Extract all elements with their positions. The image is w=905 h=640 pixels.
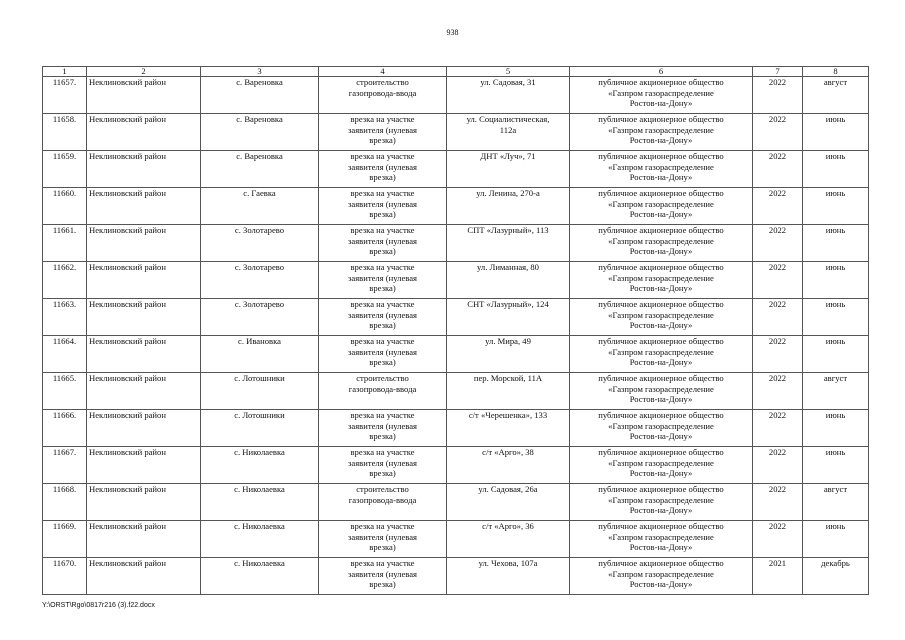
- address-cell-line: 112а: [499, 124, 517, 135]
- work-type-cell: [319, 558, 447, 595]
- organization-cell: [570, 151, 753, 188]
- month-cell: июнь: [803, 299, 869, 336]
- work-type-cell-line: врезка): [369, 135, 396, 146]
- work-type-cell: [319, 151, 447, 188]
- table-row: [43, 484, 869, 521]
- address-cell-line: ул. Мира, 49: [485, 336, 531, 346]
- organization-cell-line: «Газпром газораспределение: [608, 198, 714, 209]
- year-cell: 2022: [753, 447, 803, 484]
- file-path-footer: Y:\ORST\Rgo\0817r216 (3).f22.docx: [42, 602, 155, 609]
- work-type-cell-line: врезка): [369, 357, 396, 368]
- month-cell: август: [803, 373, 869, 410]
- organization-cell-line: Ростов-на-Дону»: [629, 98, 693, 109]
- year-cell: 2022: [753, 188, 803, 225]
- work-type-cell-line: заявителя (нулевая: [348, 457, 417, 468]
- organization-cell-line: «Газпром газораспределение: [608, 383, 714, 394]
- organization-cell: [570, 114, 753, 151]
- address-cell-line: ул. Ленина, 270-а: [476, 188, 540, 198]
- month-cell: июнь: [803, 188, 869, 225]
- organization-cell: [570, 299, 753, 336]
- organization-cell-line: публичное акционерное общество: [598, 77, 724, 87]
- settlement-cell: с. Золотарево: [201, 262, 319, 299]
- address-cell: [447, 77, 570, 114]
- organization-cell-line: Ростов-на-Дону»: [629, 246, 693, 257]
- work-type-cell: [319, 373, 447, 410]
- organization-cell: [570, 410, 753, 447]
- address-cell-line: с/т «Арго», 36: [482, 521, 534, 531]
- column-number-row: [43, 67, 869, 77]
- year-cell: 2022: [753, 299, 803, 336]
- work-type-cell: [319, 114, 447, 151]
- row-number: 11667.: [43, 447, 87, 484]
- work-type-cell-line: заявителя (нулевая: [348, 420, 417, 431]
- work-type-cell-line: врезка): [369, 283, 396, 294]
- address-cell: [447, 521, 570, 558]
- work-type-cell: [319, 484, 447, 521]
- settlement-cell: с. Вареновка: [201, 151, 319, 188]
- work-type-cell-line: заявителя (нулевая: [348, 346, 417, 357]
- work-type-cell-line: врезка на участке: [350, 151, 415, 161]
- address-cell: [447, 262, 570, 299]
- work-type-cell-line: заявителя (нулевая: [348, 568, 417, 579]
- address-cell: [447, 114, 570, 151]
- row-number: 11670.: [43, 558, 87, 595]
- organization-cell-line: публичное акционерное общество: [598, 188, 724, 198]
- work-type-cell: [319, 77, 447, 114]
- month-cell: июнь: [803, 151, 869, 188]
- organization-cell-line: публичное акционерное общество: [598, 521, 724, 531]
- organization-cell-line: публичное акционерное общество: [598, 299, 724, 309]
- work-type-cell-line: заявителя (нулевая: [348, 235, 417, 246]
- table-row: [43, 521, 869, 558]
- table-row: [43, 299, 869, 336]
- work-type-cell: [319, 262, 447, 299]
- row-number: 11662.: [43, 262, 87, 299]
- month-cell: июнь: [803, 225, 869, 262]
- year-cell: 2022: [753, 521, 803, 558]
- organization-cell-line: Ростов-на-Дону»: [629, 172, 693, 183]
- year-cell: 2021: [753, 558, 803, 595]
- month-cell: июнь: [803, 410, 869, 447]
- organization-cell-line: публичное акционерное общество: [598, 410, 724, 420]
- organization-cell-line: «Газпром газораспределение: [608, 87, 714, 98]
- organization-cell: [570, 262, 753, 299]
- table-row: [43, 114, 869, 151]
- settlement-cell: с. Лотошники: [201, 410, 319, 447]
- settlement-cell: с. Вареновка: [201, 114, 319, 151]
- organization-cell-line: Ростов-на-Дону»: [629, 135, 693, 146]
- settlement-cell: с. Золотарево: [201, 225, 319, 262]
- district-cell: Неклиновский район: [87, 188, 201, 225]
- organization-cell: [570, 447, 753, 484]
- address-cell-line: СНТ «Лазурный», 124: [467, 299, 549, 309]
- organization-cell-line: «Газпром газораспределение: [608, 272, 714, 283]
- work-type-cell-line: заявителя (нулевая: [348, 309, 417, 320]
- address-cell: [447, 373, 570, 410]
- work-type-cell-line: врезка на участке: [350, 558, 415, 568]
- organization-cell-line: «Газпром газораспределение: [608, 309, 714, 320]
- district-cell: Неклиновский район: [87, 410, 201, 447]
- row-number: 11663.: [43, 299, 87, 336]
- address-cell: [447, 336, 570, 373]
- organization-cell: [570, 188, 753, 225]
- organization-cell: [570, 521, 753, 558]
- organization-cell-line: «Газпром газораспределение: [608, 494, 714, 505]
- district-cell: Неклиновский район: [87, 225, 201, 262]
- row-number: 11665.: [43, 373, 87, 410]
- table-row: [43, 77, 869, 114]
- address-cell: [447, 447, 570, 484]
- address-cell-line: ул. Лиманная, 80: [477, 262, 539, 272]
- organization-cell-line: Ростов-на-Дону»: [629, 209, 693, 220]
- table-row: [43, 373, 869, 410]
- work-type-cell-line: заявителя (нулевая: [348, 161, 417, 172]
- address-cell-line: с/т «Арго», 38: [482, 447, 534, 457]
- organization-cell-line: публичное акционерное общество: [598, 558, 724, 568]
- settlement-cell: с. Гаевка: [201, 188, 319, 225]
- work-type-cell-line: врезка): [369, 172, 396, 183]
- work-type-cell-line: газопровода-ввода: [348, 494, 417, 505]
- month-cell: июнь: [803, 336, 869, 373]
- column-header-2: 2: [87, 67, 201, 77]
- district-cell: Неклиновский район: [87, 336, 201, 373]
- organization-cell-line: «Газпром газораспределение: [608, 420, 714, 431]
- organization-cell-line: Ростов-на-Дону»: [629, 320, 693, 331]
- organization-cell-line: «Газпром газораспределение: [608, 531, 714, 542]
- year-cell: 2022: [753, 262, 803, 299]
- district-cell: Неклиновский район: [87, 521, 201, 558]
- organization-cell: [570, 77, 753, 114]
- work-type-cell-line: строительство: [356, 484, 409, 494]
- work-type-cell-line: врезка на участке: [350, 336, 415, 346]
- district-cell: Неклиновский район: [87, 558, 201, 595]
- work-type-cell-line: врезка): [369, 431, 396, 442]
- row-number: 11657.: [43, 77, 87, 114]
- settlement-cell: с. Ивановка: [201, 336, 319, 373]
- organization-cell-line: «Газпром газораспределение: [608, 124, 714, 135]
- table-row: [43, 336, 869, 373]
- work-type-cell-line: врезка на участке: [350, 410, 415, 420]
- work-type-cell-line: заявителя (нулевая: [348, 124, 417, 135]
- organization-cell-line: Ростов-на-Дону»: [629, 394, 693, 405]
- work-type-cell: [319, 299, 447, 336]
- organization-cell: [570, 558, 753, 595]
- organization-cell-line: публичное акционерное общество: [598, 151, 724, 161]
- month-cell: июнь: [803, 262, 869, 299]
- district-cell: Неклиновский район: [87, 484, 201, 521]
- work-type-cell: [319, 336, 447, 373]
- settlement-cell: с. Вареновка: [201, 77, 319, 114]
- row-number: 11659.: [43, 151, 87, 188]
- register-rows: [43, 77, 869, 595]
- organization-cell-line: Ростов-на-Дону»: [629, 579, 693, 590]
- address-cell: [447, 410, 570, 447]
- table-row: [43, 188, 869, 225]
- organization-cell: [570, 225, 753, 262]
- work-type-cell-line: врезка): [369, 542, 396, 553]
- year-cell: 2022: [753, 151, 803, 188]
- month-cell: июнь: [803, 114, 869, 151]
- work-type-cell-line: врезка): [369, 320, 396, 331]
- work-type-cell-line: строительство: [356, 77, 409, 87]
- work-type-cell-line: заявителя (нулевая: [348, 198, 417, 209]
- settlement-cell: с. Николаевка: [201, 521, 319, 558]
- register-table: [42, 66, 869, 595]
- organization-cell-line: Ростов-на-Дону»: [629, 468, 693, 479]
- work-type-cell-line: строительство: [356, 373, 409, 383]
- column-header-4: 4: [319, 67, 447, 77]
- organization-cell-line: публичное акционерное общество: [598, 114, 724, 124]
- organization-cell-line: публичное акционерное общество: [598, 225, 724, 235]
- address-cell: [447, 484, 570, 521]
- address-cell: [447, 188, 570, 225]
- table-row: [43, 225, 869, 262]
- column-header-6: 6: [570, 67, 753, 77]
- settlement-cell: с. Николаевка: [201, 558, 319, 595]
- organization-cell-line: Ростов-на-Дону»: [629, 357, 693, 368]
- table-row: [43, 151, 869, 188]
- row-number: 11668.: [43, 484, 87, 521]
- district-cell: Неклиновский район: [87, 373, 201, 410]
- organization-cell-line: Ростов-на-Дону»: [629, 542, 693, 553]
- district-cell: Неклиновский район: [87, 262, 201, 299]
- organization-cell-line: «Газпром газораспределение: [608, 457, 714, 468]
- year-cell: 2022: [753, 77, 803, 114]
- column-header-7: 7: [753, 67, 803, 77]
- work-type-cell-line: врезка на участке: [350, 299, 415, 309]
- organization-cell-line: Ростов-на-Дону»: [629, 283, 693, 294]
- address-cell: [447, 558, 570, 595]
- organization-cell-line: публичное акционерное общество: [598, 336, 724, 346]
- organization-cell: [570, 484, 753, 521]
- row-number: 11660.: [43, 188, 87, 225]
- organization-cell-line: «Газпром газораспределение: [608, 346, 714, 357]
- organization-cell-line: публичное акционерное общество: [598, 447, 724, 457]
- row-number: 11669.: [43, 521, 87, 558]
- address-cell-line: СПТ «Лазурный», 113: [467, 225, 549, 235]
- table-row: [43, 410, 869, 447]
- settlement-cell: с. Николаевка: [201, 484, 319, 521]
- work-type-cell-line: заявителя (нулевая: [348, 531, 417, 542]
- district-cell: Неклиновский район: [87, 299, 201, 336]
- address-cell-line: ДНТ «Луч», 71: [480, 151, 536, 161]
- table-row: [43, 262, 869, 299]
- district-cell: Неклиновский район: [87, 151, 201, 188]
- address-cell-line: ул. Социалистическая,: [466, 114, 550, 124]
- address-cell-line: ул. Садовая, 26а: [478, 484, 538, 494]
- year-cell: 2022: [753, 336, 803, 373]
- address-cell-line: ул. Садовая, 31: [480, 77, 536, 87]
- month-cell: декабрь: [803, 558, 869, 595]
- district-cell: Неклиновский район: [87, 447, 201, 484]
- address-cell-line: с/т «Черешенка», 133: [468, 410, 548, 420]
- row-number: 11664.: [43, 336, 87, 373]
- organization-cell-line: публичное акционерное общество: [598, 373, 724, 383]
- organization-cell-line: Ростов-на-Дону»: [629, 505, 693, 516]
- column-header-8: 8: [803, 67, 869, 77]
- column-header-1: 1: [43, 67, 87, 77]
- work-type-cell-line: врезка на участке: [350, 114, 415, 124]
- year-cell: 2022: [753, 484, 803, 521]
- district-cell: Неклиновский район: [87, 114, 201, 151]
- month-cell: август: [803, 77, 869, 114]
- settlement-cell: с. Лотошники: [201, 373, 319, 410]
- work-type-cell-line: врезка): [369, 579, 396, 590]
- work-type-cell-line: врезка): [369, 209, 396, 220]
- settlement-cell: с. Николаевка: [201, 447, 319, 484]
- year-cell: 2022: [753, 225, 803, 262]
- organization-cell-line: Ростов-на-Дону»: [629, 431, 693, 442]
- column-header-3: 3: [201, 67, 319, 77]
- address-cell: [447, 225, 570, 262]
- address-cell: [447, 151, 570, 188]
- year-cell: 2022: [753, 410, 803, 447]
- work-type-cell: [319, 410, 447, 447]
- settlement-cell: с. Золотарево: [201, 299, 319, 336]
- work-type-cell: [319, 225, 447, 262]
- work-type-cell-line: врезка): [369, 468, 396, 479]
- work-type-cell-line: врезка на участке: [350, 225, 415, 235]
- address-cell: [447, 299, 570, 336]
- work-type-cell: [319, 188, 447, 225]
- row-number: 11658.: [43, 114, 87, 151]
- organization-cell-line: «Газпром газораспределение: [608, 235, 714, 246]
- organization-cell-line: публичное акционерное общество: [598, 484, 724, 494]
- row-number: 11666.: [43, 410, 87, 447]
- organization-cell: [570, 373, 753, 410]
- page-number: 938: [446, 28, 459, 37]
- organization-cell-line: «Газпром газораспределение: [608, 161, 714, 172]
- work-type-cell: [319, 521, 447, 558]
- column-header-5: 5: [447, 67, 570, 77]
- row-number: 11661.: [43, 225, 87, 262]
- district-cell: Неклиновский район: [87, 77, 201, 114]
- year-cell: 2022: [753, 114, 803, 151]
- table-row: [43, 558, 869, 595]
- month-cell: август: [803, 484, 869, 521]
- table-row: [43, 447, 869, 484]
- organization-cell: [570, 336, 753, 373]
- work-type-cell-line: врезка на участке: [350, 188, 415, 198]
- work-type-cell-line: заявителя (нулевая: [348, 272, 417, 283]
- work-type-cell-line: врезка): [369, 246, 396, 257]
- work-type-cell-line: газопровода-ввода: [348, 383, 417, 394]
- work-type-cell-line: врезка на участке: [350, 447, 415, 457]
- work-type-cell-line: газопровода-ввода: [348, 87, 417, 98]
- organization-cell-line: «Газпром газораспределение: [608, 568, 714, 579]
- address-cell-line: ул. Чехова, 107а: [478, 558, 538, 568]
- address-cell-line: пер. Морской, 11А: [473, 373, 543, 383]
- organization-cell-line: публичное акционерное общество: [598, 262, 724, 272]
- year-cell: 2022: [753, 373, 803, 410]
- work-type-cell-line: врезка на участке: [350, 262, 415, 272]
- work-type-cell: [319, 447, 447, 484]
- month-cell: июнь: [803, 521, 869, 558]
- work-type-cell-line: врезка на участке: [350, 521, 415, 531]
- month-cell: июнь: [803, 447, 869, 484]
